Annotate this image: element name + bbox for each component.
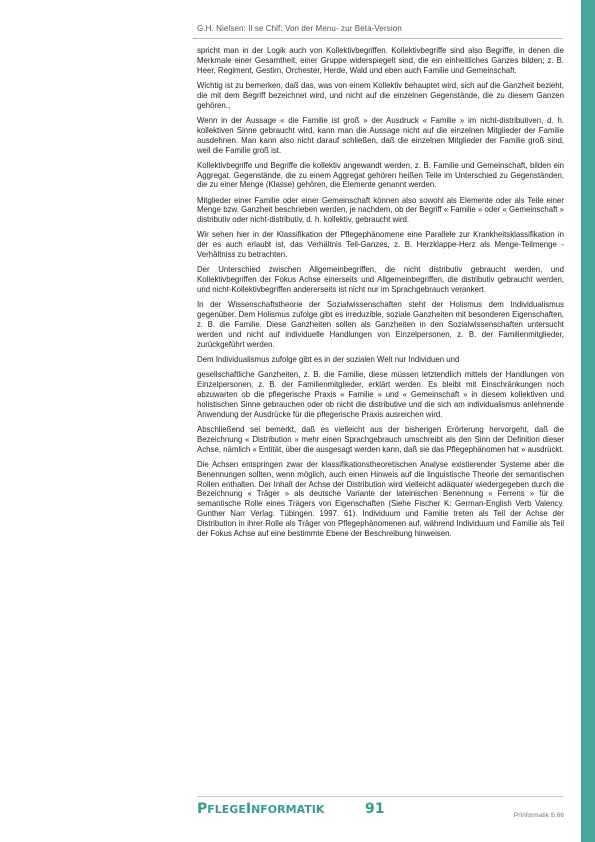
paragraph: spricht man in der Logik auch von Kollektivbegriffen. Kollektivbegriffe sind also Begriffe, in denen die Merkmale einer Gesamtheit, einer Gruppe widerspiegelt sind, die ein einheitliches Ganzes bilden; z. B. Heer, Regiment, Gestirn, Orchester, Herde, Wald und eben auch Familie und Gemeinschaft. xyxy=(197,46,564,75)
logo-nformatik: NFORMATIK xyxy=(251,803,325,816)
paragraph: Wenn in der Aussage « die Familie ist groß » der Ausdruck « Familie » im nicht-distributiven, d. h. kollektiven Sinne gebraucht wird, kann man die Aussage nicht auf die einzelnen Mitglieder der Familie ausdehnen. Man kann also nicht darauf schließen, daß die einzelnen Mitglieder der Familie groß sind, weil die Familie groß ist. xyxy=(197,115,564,155)
paragraph: In der Wissenschaftstheorie der Sozialwissenschaften steht der Holismus dem Individualismus gegenüber. Dem Holismus zufolge gibt es irreduzible, soziale Ganzheiten mit besonderen Eigenschaften, z. B. die Familie. Diese Ganzheiten sollen als Ganzheiten in den Sozialwissenschaften untersucht werden und nicht auf individuelle Handlungen von Einzelpersonen, z. B. der Familienmitglieder, zurückgeführt werden. xyxy=(197,300,564,349)
accent-sidebar xyxy=(581,0,595,842)
paragraph: Abschließend sei bemerkt, daß es vielleicht aus der bisherigen Erörterung hervorgeht, daß die Bezeichnung « Distribution » mehr einen Sprachgebrauch umschreibt als den Sinn der Definition dieser Achse, nämlich « Entität, über die ausgesagt werden kann, daß sie das Pflegephänomen hat » ausdrückt. xyxy=(197,424,564,454)
header-rule xyxy=(193,38,563,39)
paragraph: Wir sehen hier in der Klassifikation der Pflegephänomene eine Parallele zur Krankheitsklassifikation in der es auch erlaubt ist, das Verhältnis Teil-Ganzes, z. B. Herzklappe-Herz als Menge-Teilmenge -Verhältniss zu betrachten. xyxy=(197,230,564,260)
paragraph: Dem Individualismus zufolge gibt es in der sozialen Welt nur Individuen und xyxy=(197,354,460,364)
paragraph: Kollektivbegriffe und Begriffe die kollektiv angewandt werden, z. B. Familie und Gemeinschaft, bilden ein Aggregat. Gegenstände, die zu einem Aggregat gehören heißen Teile im Unterschied zu Gegenständen, die zu einer Menge (Klasse) gehören, die Elemente genannt werden. xyxy=(197,160,564,190)
journal-logo xyxy=(197,801,324,817)
article-body xyxy=(197,46,564,544)
logo-letter-p: P xyxy=(197,801,208,817)
paragraph: gesellschaftliche Ganzheiten, z. B. die Familie, diese müssen letztendlich mittels der Handlungen von Einzelpersonen, z. B. der Familienmitglieder, erklärt werden. Es bleibt mit Einschränkungen noch abzuwarten ob die pflegerische Praxis « Familie » und « Gemeinschaft » in diesem kollektiven und holistischen Sinne gebrauchen oder ob nicht die distributive und die sich am individualismus anlehnende Anwendung der Ausdrücke für die pflegerische Praxis ausreichen wird. xyxy=(197,370,564,419)
footer-rule xyxy=(197,796,564,797)
footer-page-label: PrInformatik S.66 xyxy=(513,812,564,819)
running-title: G.H. Nielsen: Il se Chlf: Von der Menu- zur Beta-Version xyxy=(197,24,402,33)
paragraph: Wichtig ist zu bemerken, daß das, was von einem Kollektiv behauptet wird, sich auf die Ganzheit bezieht, die mit dem Begriff bezeichnet wird, und nicht auf die einzelnen Gegenstände, die zu diesem Ganzen gehören., xyxy=(197,80,564,110)
paragraph: Mitglieder einer Familie oder einer Gemeinschaft können also sowohl als Elemente oder als Teile einer Menge bzw. Ganzheit beschrieben werden, je nachdem, ob der Begriff « Familie » oder « Gemeinschaft » distributiv oder nicht-distributiv, d. h. kollektiv, gebraucht wird. xyxy=(197,195,564,225)
header-band xyxy=(0,0,581,42)
issue-number: 91 xyxy=(365,801,385,817)
paragraph: Die Achsen entspringen zwar der klassifikationstheoretischen Analyse existierender Systeme aber die Benennungen sollten, wenn möglich, auch einen Hinweis auf die linguistische Theorie der semantischen Rollen enthalten. Der Inhalt der Achse der Distribution wird vielleicht adäquater wiedergegeben durch die Bezeichnung « Träger » als deutsche Variante der lateinischen Benennung « Ferrens » für die semantische Rolle eines Trägers von Eigenschaften (Siehe Fischer K: German-English Verb Valency. Gunther Narr Verlag. Tübingen. 1997. 61). Individuum und Familie treten als Teil der Achse der Distribution in ihrer Rolle als Träger von Pflegephänomenen auf, während Individuum und Familie als Teil der Fokus Achse auf eine bestimmte Ebene der Beschreibung hinweisen. xyxy=(197,459,564,539)
logo-letter-i: I xyxy=(245,801,252,817)
logo-flege: FLEGE xyxy=(207,803,246,816)
paragraph: Der Unterschied zwischen Allgemeinbegriffen, die nicht distributiv gebraucht werden, und Kollektivbegriffen der Fokus Achse einerseits und Allgemeinbegriffen, die distributiv gebraucht werden, und nicht-Kollektivbegriffen andererseits ist nicht nur im Sprachgebrauch verankert. xyxy=(197,265,564,295)
